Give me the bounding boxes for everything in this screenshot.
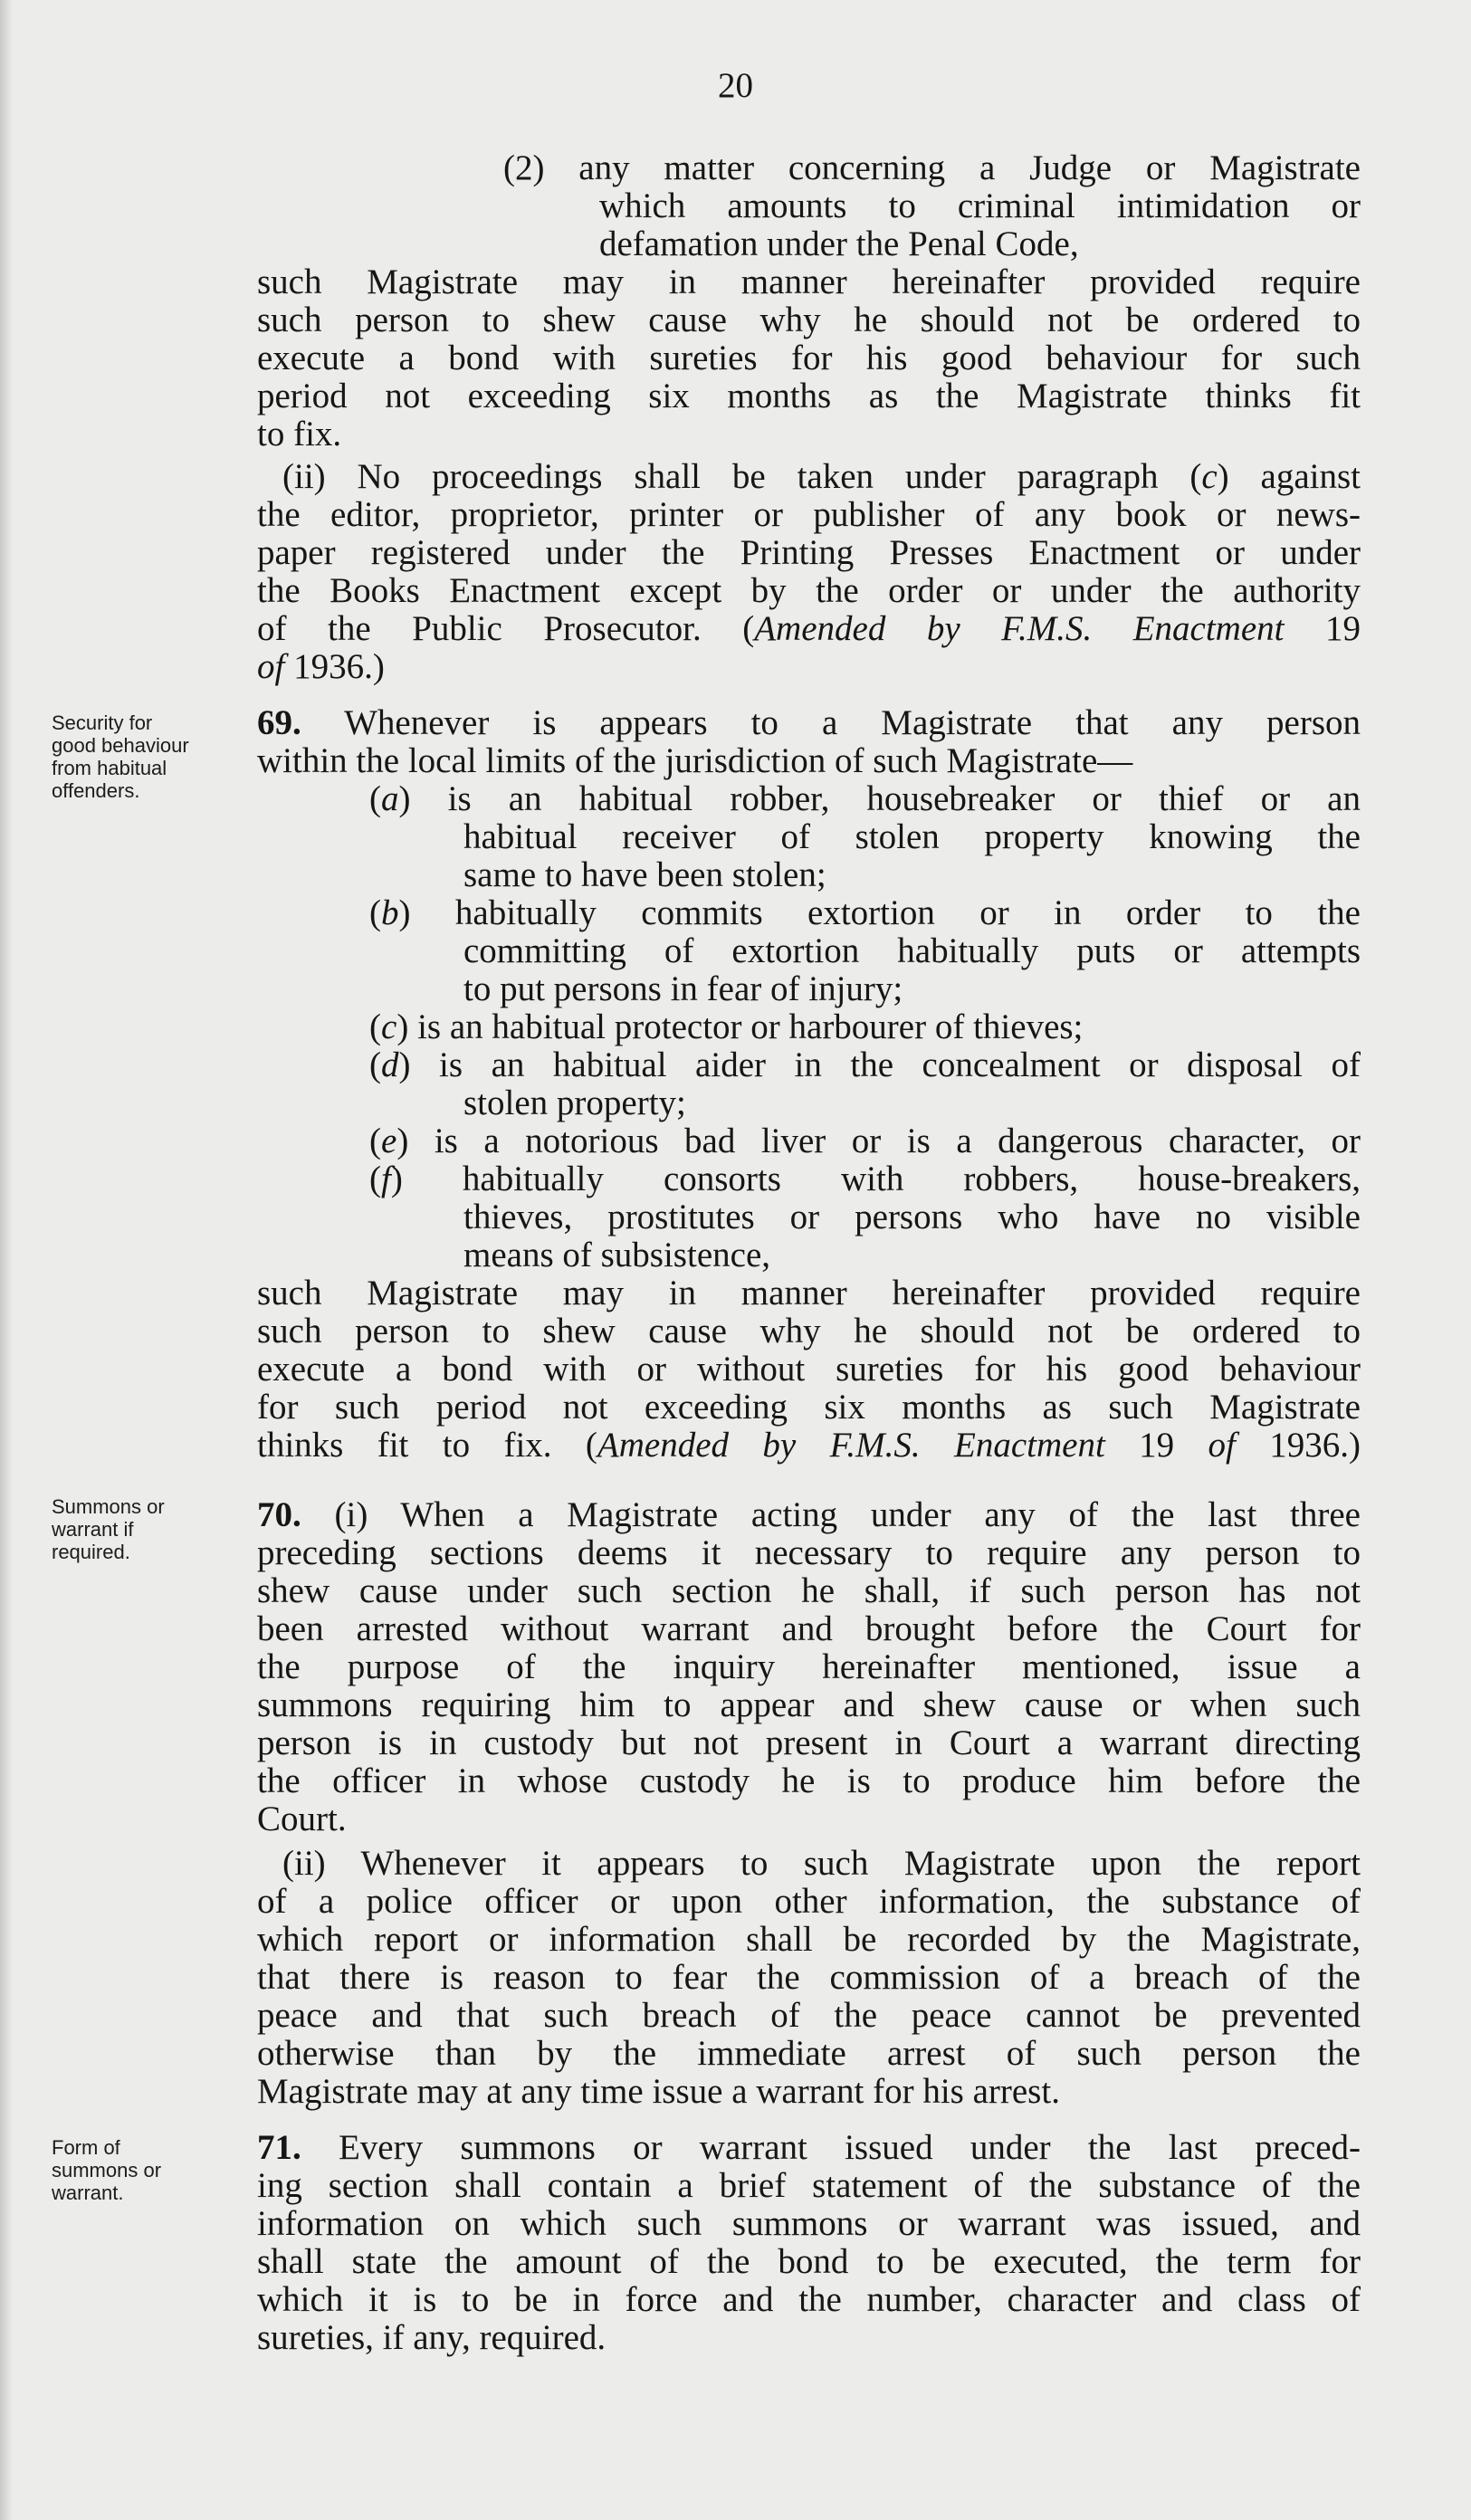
margin-note-section-69 [52, 711, 189, 802]
text-line: shall state the amount of the bond to be executed, the term for [257, 2242, 1361, 2281]
section-68-subsection-ii [257, 458, 1361, 686]
item-e: (e) is a notorious bad liver or is a dangerous character, or [369, 1122, 1361, 1160]
text-line: the editor, proprietor, printer or publisher of any book or news- [257, 495, 1361, 534]
text-line [257, 2129, 1361, 2167]
margin-note-line: from habitual [52, 757, 167, 779]
margin-note-line: Summons or [52, 1495, 165, 1518]
text-line: such person to shew cause why he should not be ordered to [257, 1312, 1361, 1351]
item-label: c [381, 1007, 397, 1046]
text: Whenever is appears to a Magistrate that any person [301, 703, 1361, 742]
text-line: the officer in whose custody he is to produce him before the [257, 1761, 1361, 1800]
text: is a notorious bad liver or is a dangerous character, or [408, 1122, 1361, 1160]
text: 1936.) [284, 647, 385, 686]
text: habitually commits extortion or in order to the [410, 893, 1361, 932]
item-f: (f) habitually consorts with robbers, house-breakers, [369, 1160, 1361, 1198]
section-70-subsection-ii [257, 1845, 1361, 2111]
item-label: a [381, 779, 399, 818]
text-line: such Magistrate may in manner hereinafter provided require [257, 262, 1361, 301]
margin-note-line: warrant. [52, 2181, 124, 2204]
text: (i) When a Magistrate acting under any of the last three [301, 1495, 1361, 1534]
text-line: such person to shew cause why he should not be ordered to [257, 301, 1361, 339]
margin-note-line: good behaviour [52, 734, 189, 757]
section-71 [257, 2129, 1361, 2357]
text-line: to fix. [257, 415, 342, 453]
text-line: otherwise than by the immediate arrest of such person the [257, 2034, 1361, 2073]
text-line [257, 458, 1361, 496]
text: 19 [1284, 609, 1361, 648]
margin-note-section-71 [52, 2136, 161, 2204]
margin-note-section-70 [52, 1495, 165, 1563]
text: habitually consorts with robbers, house-breakers, [402, 1160, 1361, 1198]
margin-note-line: Form of [52, 2136, 120, 2159]
item-c: (c) is an habitual protector or harbourer of thieves; [369, 1007, 1084, 1046]
italic-text: of [1208, 1426, 1236, 1465]
text-line: sureties, if any, required. [257, 2318, 607, 2357]
section-number: 69. [257, 703, 301, 742]
item-label: d [381, 1045, 399, 1084]
text-line [257, 648, 1361, 686]
text-line: period not exceeding six months as the Magistrate thinks fit [257, 377, 1361, 415]
item-d: (d) is an habitual aider in the concealment or disposal of [369, 1045, 1361, 1084]
section-number: 70. [257, 1495, 301, 1534]
text-line [257, 1427, 1361, 1465]
text-line: thieves, prostitutes or persons who have no visible [463, 1198, 1361, 1236]
text-line: been arrested without warrant and brought before the Court for [257, 1609, 1361, 1648]
text-line: (2) any matter concerning a Judge or Magistrate [503, 148, 1361, 187]
text: 19 [1104, 1426, 1208, 1465]
text-line: which amounts to criminal intimidation or [599, 186, 1361, 225]
text: 1936.) [1235, 1426, 1361, 1465]
page-number: 20 [718, 66, 753, 105]
page-binding-edge [0, 0, 13, 2520]
text: Every summons or warrant issued under the last preced- [301, 2128, 1361, 2167]
text-line: peace and that such breach of the peace cannot be prevented [257, 1996, 1361, 2035]
text-line: preceding sections deems it necessary to require any person to [257, 1533, 1361, 1572]
text-line: execute a bond with or without sureties for his good behaviour [257, 1350, 1361, 1389]
text-line: stolen property; [463, 1083, 686, 1122]
text-line: which it is to be in force and the number, character and class of [257, 2280, 1361, 2319]
text-line: habitual receiver of stolen property knowing the [463, 817, 1361, 856]
text-line: such Magistrate may in manner hereinafter provided require [257, 1274, 1361, 1312]
text-line [257, 704, 1361, 742]
amendment-note: Amended by F.M.S. Enactment [754, 609, 1285, 648]
text: of the Public Prosecutor. ( [257, 609, 755, 648]
text-line: shew cause under such section he shall, if such person has not [257, 1571, 1361, 1610]
text-line: the purpose of the inquiry hereinafter mentioned, issue a [257, 1647, 1361, 1686]
section-70-subsection-i [257, 1496, 1361, 1838]
text-line: which report or information shall be recorded by the Magistrate, [257, 1920, 1361, 1959]
text-line: ing section shall contain a brief statement of the substance of the [257, 2166, 1361, 2205]
text-line [257, 610, 1361, 648]
margin-note-line: Security for [52, 711, 153, 734]
item-label: b [381, 893, 399, 932]
text-line: that there is reason to fear the commission of a breach of the [257, 1958, 1361, 1997]
text-line: Magistrate may at any time issue a warrant for his arrest. [257, 2072, 1060, 2111]
section-number: 71. [257, 2128, 301, 2167]
section-69 [257, 704, 1361, 1465]
text-line: summons requiring him to appear and shew cause or when such [257, 1685, 1361, 1724]
item-a: (a) is an habitual robber, housebreaker or thief or an [369, 779, 1361, 818]
text-line: execute a bond with sureties for his good behaviour for such [257, 339, 1361, 377]
text-line: (ii) Whenever it appears to such Magistrate upon the report [282, 1844, 1361, 1883]
text-line: Court. [257, 1799, 347, 1838]
text-line: within the local limits of the jurisdiction of such Magistrate— [257, 741, 1133, 780]
text-line: defamation under the Penal Code, [599, 224, 1079, 263]
text: is an habitual aider in the concealment or disposal of [410, 1045, 1361, 1084]
text-line: to put persons in fear of injury; [463, 969, 903, 1008]
italic-text: c [1201, 457, 1218, 496]
item-label: e [381, 1122, 397, 1160]
text: (ii) No proceedings shall be taken under paragraph ( [282, 457, 1202, 496]
item-label: f [381, 1160, 391, 1198]
text-line: information on which such summons or warrant was issued, and [257, 2204, 1361, 2243]
section-68-item-2 [257, 149, 1361, 453]
text-line: person is in custody but not present in Court a warrant directing [257, 1723, 1361, 1762]
amendment-note: Amended by F.M.S. Enactment [597, 1426, 1105, 1465]
text-line: committing of extortion habitually puts or attempts [463, 931, 1361, 970]
margin-note-line: summons or [52, 2159, 162, 2181]
item-b: (b) habitually commits extortion or in order to the [369, 893, 1361, 932]
text: is an habitual protector or harbourer of thieves; [408, 1007, 1084, 1046]
text: thinks fit to fix. ( [257, 1426, 597, 1465]
text-line: paper registered under the Printing Presses Enactment or under [257, 533, 1361, 572]
text: is an habitual robber, housebreaker or thief or an [410, 779, 1361, 818]
text-line: of a police officer or upon other information, the substance of [257, 1882, 1361, 1921]
margin-note-line: offenders. [52, 779, 140, 802]
text-line [257, 1496, 1361, 1534]
text-line: the Books Enactment except by the order or under the authority [257, 571, 1361, 610]
text-line: for such period not exceeding six months as such Magistrate [257, 1388, 1361, 1427]
text-line: means of subsistence, [463, 1236, 771, 1274]
text: ) against [1217, 457, 1361, 496]
italic-text: of [257, 647, 285, 686]
text-line: same to have been stolen; [463, 855, 826, 894]
margin-note-line: warrant if [52, 1518, 134, 1541]
margin-note-line: required. [52, 1541, 130, 1563]
